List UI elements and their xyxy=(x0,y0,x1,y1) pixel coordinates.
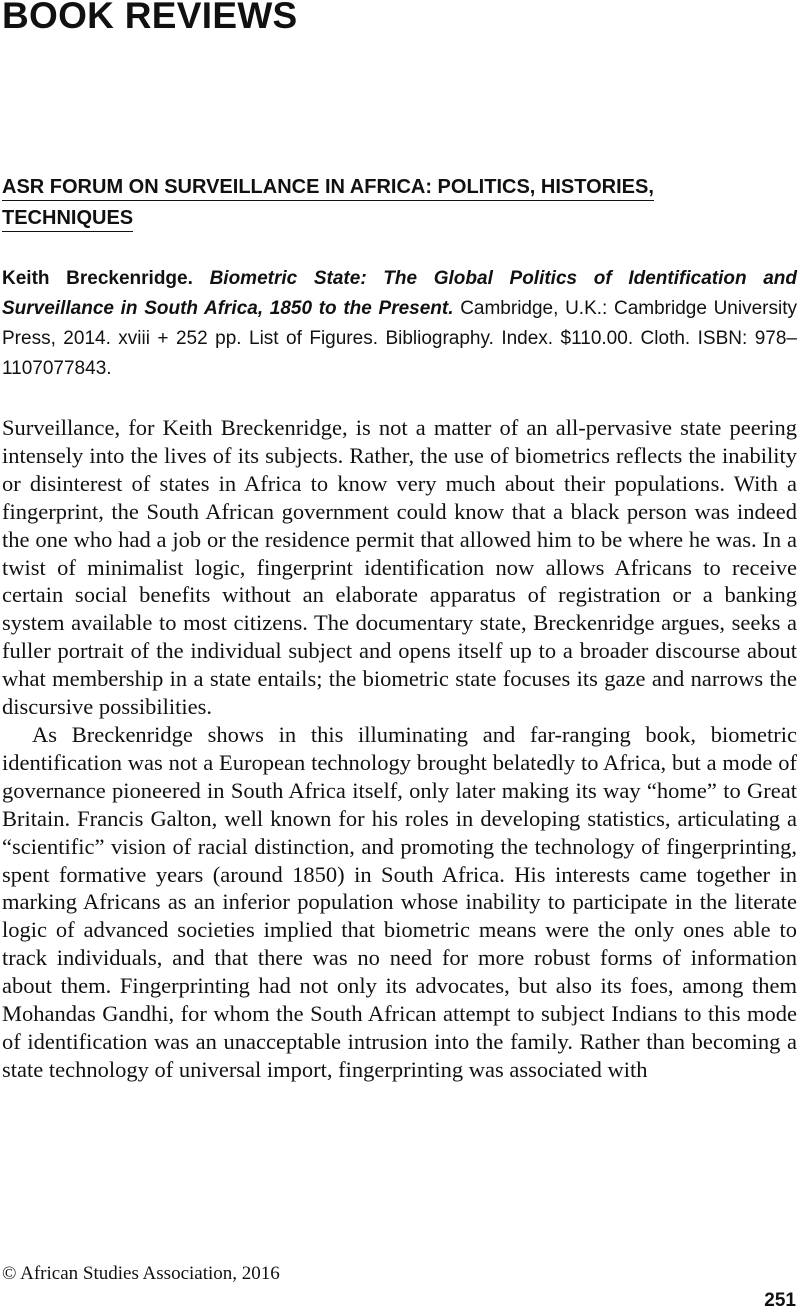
book-citation xyxy=(2,264,797,384)
review-paragraph-1: Surveillance, for Keith Breckenridge, is not a matter of an all-pervasive state peering intensely into the lives of its subjects. Rather, the use of biometrics reflects the inability or disinterest of states in Africa to know very much about their populations. With a fingerprint, the South African government could know that a black person was indeed the one who had a job or the residence permit that allowed him to be where he was. In a twist of minimalist logic, fingerprint identification now allows Africans to receive certain social benefits without an elaborate apparatus of registration or a banking system available to most citizens. The documentary state, Breckenridge argues, seeks a fuller portrait of the individual subject and opens itself up to a broader discourse about what membership in a state entails; the biometric state focuses its gaze and narrows the discursive possibilities. xyxy=(2,415,797,720)
citation-details: Cambridge, U.K.: Cambridge University Press, 2014. xviii + 252 pp. List of Figures. Bibliography. Index. $110.00. Cloth. ISBN: 978–1107077843. xyxy=(2,298,797,379)
review-paragraph-2: As Breckenridge shows in this illuminating and far-ranging book, biometric identification was not a European technology brought belatedly to Africa, but a mode of governance pioneered in South Africa itself, only later making its way “home” to Great Britain. Francis Galton, well known for his roles in developing statistics, articulating a “scientific” vision of racial distinction, and promoting the technology of fingerprinting, spent formative years (around 1850) in South Africa. His interests came together in marking Africans as an inferior population whose inability to participate in the literate logic of advanced societies implied that biometric means were the only ones able to track individuals, and that there was no need for more robust forms of information about them. Fingerprinting had not only its advocates, but also its foes, among them Mohandas Gandhi, for whom the South African attempt to subject Indians to this mode of identification was an unacceptable intrusion into the family. Rather than becoming a state technology of universal import, fingerprinting was associated with xyxy=(2,721,797,1082)
forum-title xyxy=(2,172,782,234)
page-title: BOOK REVIEWS xyxy=(2,0,298,36)
forum-title-line-1: ASR FORUM ON SURVEILLANCE IN AFRICA: POLITICS, HISTORIES, xyxy=(2,176,654,201)
forum-title-line-2: TECHNIQUES xyxy=(2,207,133,232)
review-body xyxy=(2,414,797,1084)
page-number: 251 xyxy=(764,1290,796,1311)
citation-author: Keith Breckenridge. xyxy=(2,268,193,289)
citation-book-title: Biometric State: The Global Politics of Identification and Surveillance in South Africa, 1850 to the Present. xyxy=(2,268,798,319)
copyright-notice: © African Studies Association, 2016 xyxy=(2,1263,280,1284)
